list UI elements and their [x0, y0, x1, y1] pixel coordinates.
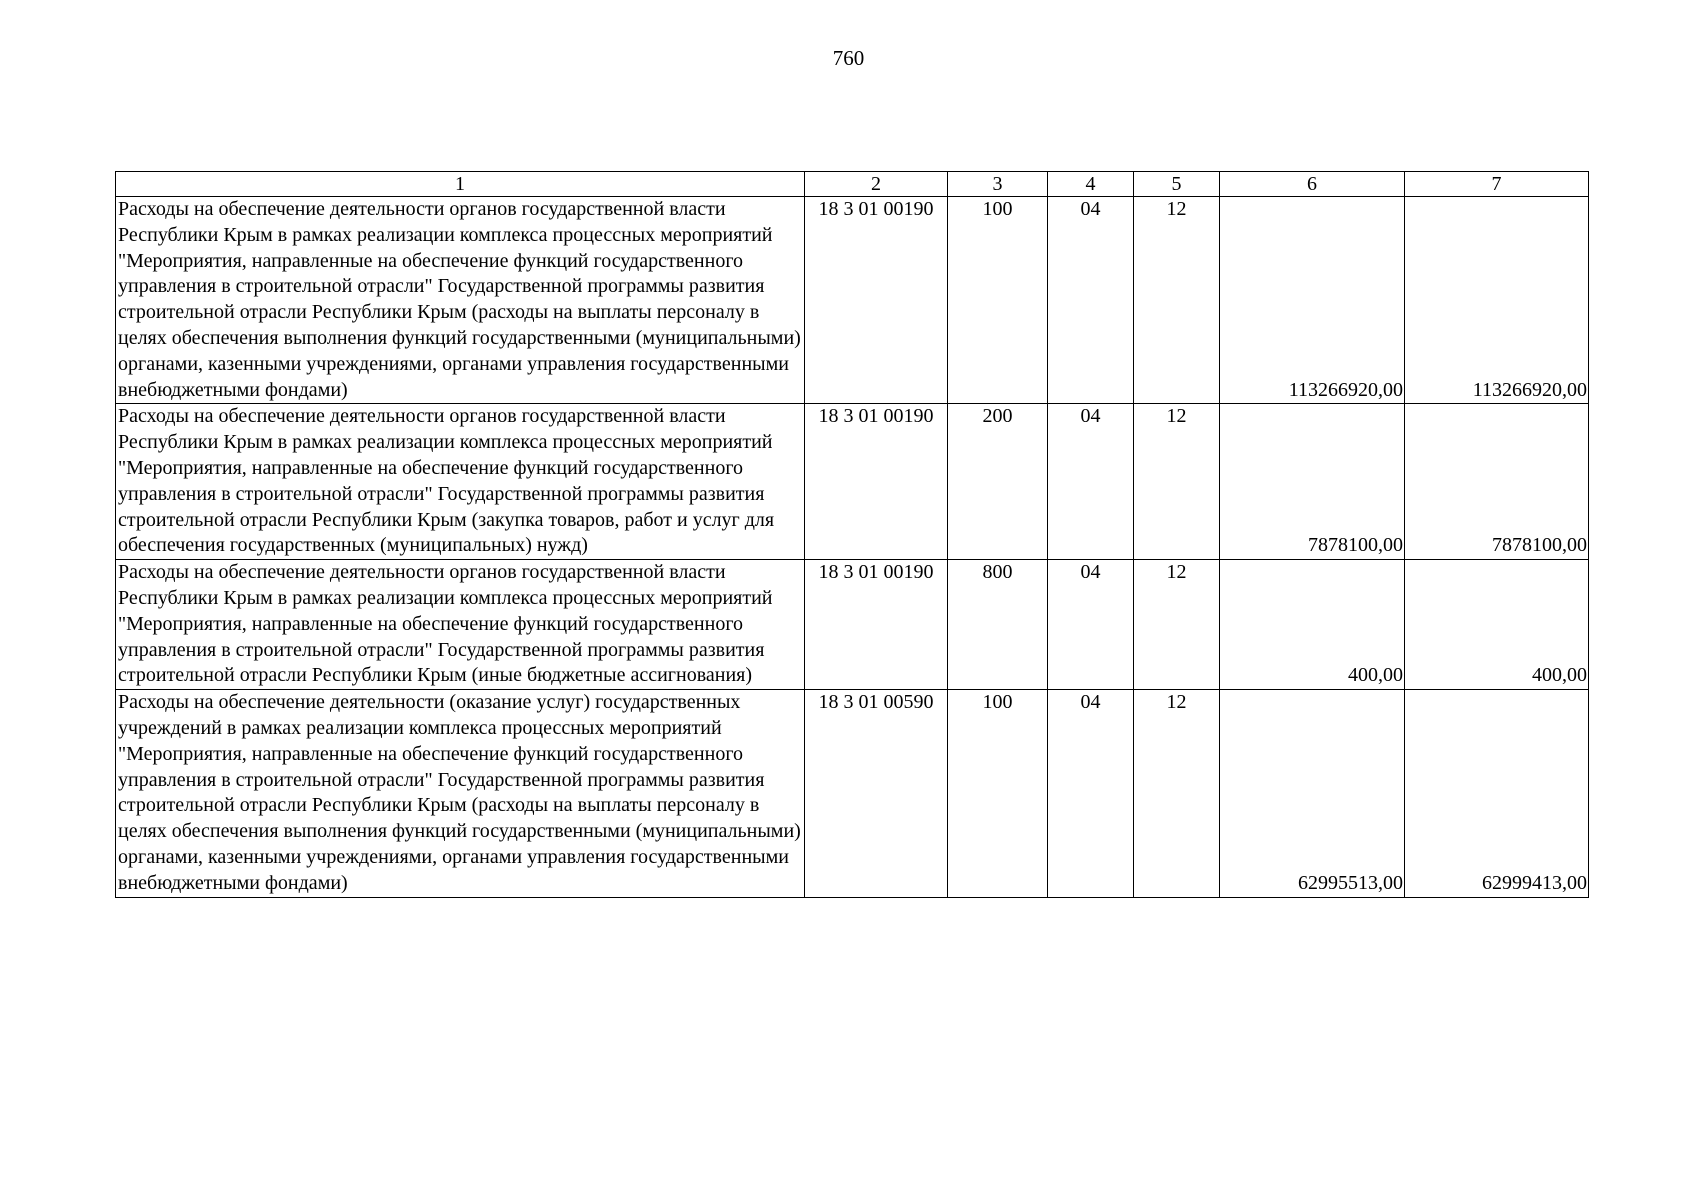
row-section: 04	[1048, 560, 1134, 690]
row-expense-type: 200	[948, 404, 1048, 560]
row-description: Расходы на обеспечение деятельности органов государственной власти Республики Крым в рамках реализации комплекса процессных мероприятий "Мероприятия, направленные на обеспечение функций государственного управления в строительной отрасли" Государственной программы развития строительной отрасли Республики Крым (расходы на выплаты персоналу в целях обеспечения выполнения функций государственными (муниципальными) органами, казенными учреждениями, органами управления государственными внебюджетными фондами)	[116, 197, 805, 404]
row-amount-2: 400,00	[1405, 560, 1589, 690]
row-target-article: 18 3 01 00190	[805, 560, 948, 690]
column-header-7: 7	[1405, 172, 1589, 197]
row-amount-1: 113266920,00	[1220, 197, 1405, 404]
column-header-2: 2	[805, 172, 948, 197]
row-amount-2: 113266920,00	[1405, 197, 1589, 404]
row-amount-1: 62995513,00	[1220, 690, 1405, 897]
row-description: Расходы на обеспечение деятельности (оказание услуг) государственных учреждений в рамках реализации комплекса процессных мероприятий "Мероприятия, направленные на обеспечение функций государственного управления в строительной отрасли" Государственной программы развития строительной отрасли Республики Крым (расходы на выплаты персоналу в целях обеспечения выполнения функций государственными (муниципальными) органами, казенными учреждениями, органами управления государственными внебюджетными фондами)	[116, 690, 805, 897]
table-row	[116, 560, 1589, 690]
column-header-3: 3	[948, 172, 1048, 197]
row-target-article: 18 3 01 00190	[805, 197, 948, 404]
table-row	[116, 197, 1589, 404]
row-amount-2: 7878100,00	[1405, 404, 1589, 560]
row-target-article: 18 3 01 00190	[805, 404, 948, 560]
row-expense-type: 100	[948, 690, 1048, 897]
row-description: Расходы на обеспечение деятельности органов государственной власти Республики Крым в рамках реализации комплекса процессных мероприятий "Мероприятия, направленные на обеспечение функций государственного управления в строительной отрасли" Государственной программы развития строительной отрасли Республики Крым (закупка товаров, работ и услуг для обеспечения государственных (муниципальных) нужд)	[116, 404, 805, 560]
column-header-4: 4	[1048, 172, 1134, 197]
row-expense-type: 800	[948, 560, 1048, 690]
row-subsection: 12	[1134, 560, 1220, 690]
table-row	[116, 404, 1589, 560]
row-description: Расходы на обеспечение деятельности органов государственной власти Республики Крым в рамках реализации комплекса процессных мероприятий "Мероприятия, направленные на обеспечение функций государственного управления в строительной отрасли" Государственной программы развития строительной отрасли Республики Крым (иные бюджетные ассигнования)	[116, 560, 805, 690]
row-section: 04	[1048, 404, 1134, 560]
table-row	[116, 690, 1589, 897]
row-section: 04	[1048, 197, 1134, 404]
row-section: 04	[1048, 690, 1134, 897]
page-number: 760	[832, 46, 865, 70]
budget-table	[115, 171, 1589, 898]
column-header-6: 6	[1220, 172, 1405, 197]
row-expense-type: 100	[948, 197, 1048, 404]
row-amount-1: 400,00	[1220, 560, 1405, 690]
row-target-article: 18 3 01 00590	[805, 690, 948, 897]
row-amount-2: 62999413,00	[1405, 690, 1589, 897]
column-header-1: 1	[116, 172, 805, 197]
row-subsection: 12	[1134, 690, 1220, 897]
row-subsection: 12	[1134, 197, 1220, 404]
row-subsection: 12	[1134, 404, 1220, 560]
header-row	[116, 172, 1589, 197]
column-header-5: 5	[1134, 172, 1220, 197]
row-amount-1: 7878100,00	[1220, 404, 1405, 560]
